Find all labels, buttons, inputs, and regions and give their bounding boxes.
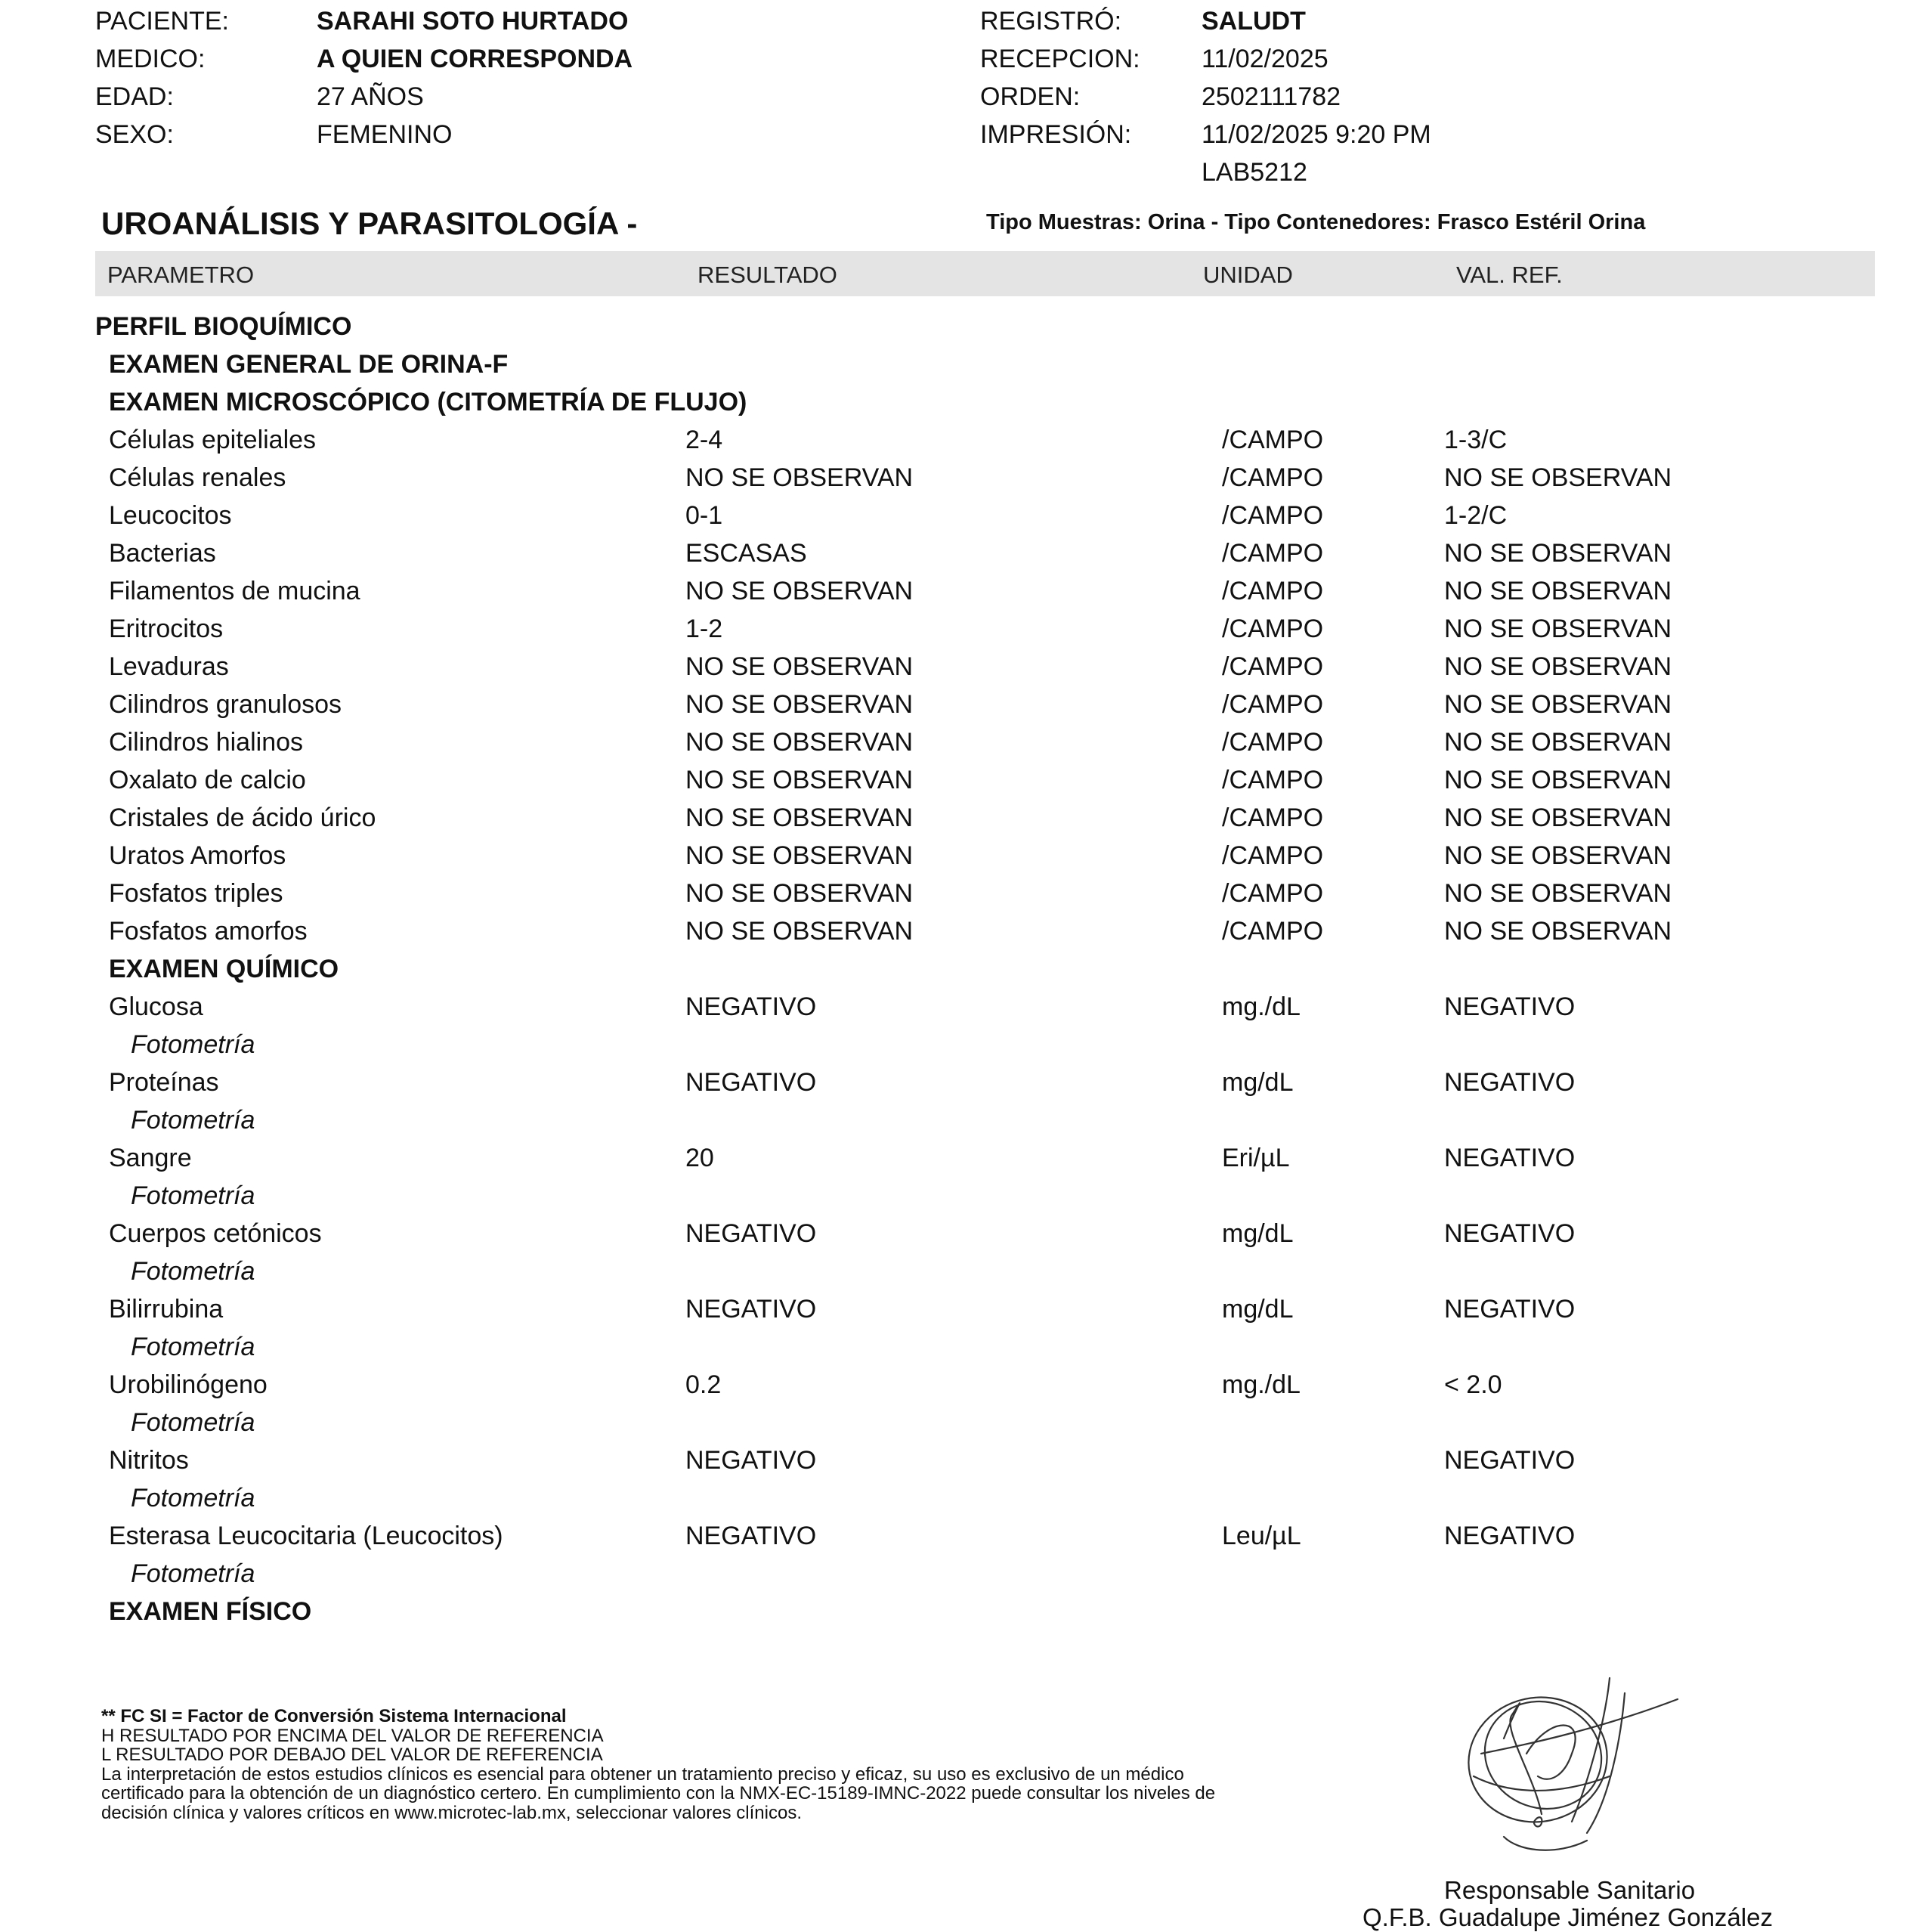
result-value: NO SE OBSERVAN [685, 652, 914, 681]
unit-value: /CAMPO [1222, 728, 1324, 757]
method-row [0, 1101, 1927, 1139]
table-row [0, 459, 1927, 497]
method-row [0, 1404, 1927, 1441]
table-row [0, 761, 1927, 799]
table-row [0, 988, 1927, 1026]
section-title: EXAMEN QUÍMICO [109, 955, 339, 983]
result-value: NO SE OBSERVAN [685, 728, 914, 757]
reference-value: NO SE OBSERVAN [1444, 841, 1672, 870]
parameter-name: Células renales [109, 463, 286, 492]
method-row [0, 1328, 1927, 1366]
reference-value: NEGATIVO [1444, 1446, 1576, 1475]
label-paciente: PACIENTE: [95, 7, 229, 36]
patient-name: SARAHI SOTO HURTADO [317, 7, 629, 36]
result-value: 0.2 [685, 1370, 722, 1399]
unit-value: /CAMPO [1222, 539, 1324, 568]
parameter-name: Fosfatos triples [109, 879, 283, 908]
label-registro: REGISTRÓ: [980, 7, 1122, 36]
reference-value: NO SE OBSERVAN [1444, 728, 1672, 757]
result-value: 20 [685, 1144, 714, 1172]
header-parametro: PARAMETRO [107, 262, 255, 288]
result-value: 2-4 [685, 426, 723, 454]
lab-code: LAB5212 [1202, 158, 1307, 187]
reception-date: 11/02/2025 [1202, 45, 1328, 73]
unit-value: /CAMPO [1222, 803, 1324, 832]
parameter-name: Bilirrubina [109, 1295, 224, 1324]
parameter-name: Uratos Amorfos [109, 841, 286, 870]
table-row [0, 723, 1927, 761]
parameter-name: Urobilinógeno [109, 1370, 268, 1399]
sample-info: Tipo Muestras: Orina - Tipo Contenedores: Frasco Estéril Orina [986, 210, 1646, 234]
reference-value: < 2.0 [1444, 1370, 1502, 1399]
result-value: NO SE OBSERVAN [685, 917, 914, 946]
section-heading [0, 950, 1927, 988]
footer-line: H RESULTADO POR ENCIMA DEL VALOR DE REFERENCIA [101, 1725, 604, 1746]
reference-value: NO SE OBSERVAN [1444, 539, 1672, 568]
parameter-name: Eritrocitos [109, 615, 224, 643]
reference-value: NO SE OBSERVAN [1444, 917, 1672, 946]
parameter-name: Fosfatos amorfos [109, 917, 308, 946]
label-orden: ORDEN: [980, 82, 1081, 111]
header-val-ref: VAL. REF. [1456, 262, 1563, 288]
doctor-name: A QUIEN CORRESPONDA [317, 45, 633, 73]
section-title: PERFIL BIOQUÍMICO [95, 312, 352, 341]
report-title: UROANÁLISIS Y PARASITOLOGÍA - [101, 206, 638, 241]
reference-value: NO SE OBSERVAN [1444, 803, 1672, 832]
footer-line: decisión clínica y valores críticos en www.microtec-lab.mx, seleccionar valores clínicos. [101, 1802, 802, 1823]
label-recepcion: RECEPCION: [980, 45, 1140, 73]
parameter-name: Glucosa [109, 992, 203, 1021]
unit-value: /CAMPO [1222, 615, 1324, 643]
table-row [0, 799, 1927, 837]
result-value: ESCASAS [685, 539, 807, 568]
parameter-name: Oxalato de calcio [109, 766, 306, 794]
signature-role: Responsable Sanitario [1444, 1876, 1696, 1904]
signature-name: Q.F.B. Guadalupe Jiménez González [1363, 1903, 1773, 1931]
table-row [0, 572, 1927, 610]
table-row [0, 1290, 1927, 1328]
table-row [0, 421, 1927, 459]
table-header [95, 251, 1875, 296]
table-row [0, 1441, 1927, 1479]
unit-value: /CAMPO [1222, 501, 1324, 530]
result-value: NEGATIVO [685, 1068, 817, 1097]
table-row [0, 1366, 1927, 1404]
method-row [0, 1479, 1927, 1517]
reference-value: NEGATIVO [1444, 1144, 1576, 1172]
result-value: NO SE OBSERVAN [685, 803, 914, 832]
parameter-name: Proteínas [109, 1068, 219, 1097]
result-value: NO SE OBSERVAN [685, 690, 914, 719]
result-value: NO SE OBSERVAN [685, 766, 914, 794]
unit-value: /CAMPO [1222, 577, 1324, 605]
method-label: Fotometría [131, 1106, 255, 1135]
table-row [0, 912, 1927, 950]
method-label: Fotometría [131, 1484, 255, 1512]
unit-value: /CAMPO [1222, 917, 1324, 946]
parameter-name: Esterasa Leucocitaria (Leucocitos) [109, 1522, 503, 1550]
method-label: Fotometría [131, 1559, 255, 1588]
parameter-name: Leucocitos [109, 501, 232, 530]
section-heading [0, 383, 1927, 421]
table-row [0, 497, 1927, 534]
section-title: EXAMEN MICROSCÓPICO (CITOMETRÍA DE FLUJO) [109, 388, 747, 416]
parameter-name: Cilindros hialinos [109, 728, 304, 757]
reference-value: 1-2/C [1444, 501, 1508, 530]
unit-value: Leu/µL [1222, 1522, 1301, 1550]
header-unidad: UNIDAD [1203, 262, 1293, 288]
reference-value: NEGATIVO [1444, 992, 1576, 1021]
parameter-name: Levaduras [109, 652, 229, 681]
table-row [0, 686, 1927, 723]
method-label: Fotometría [131, 1181, 255, 1210]
section-title: EXAMEN FÍSICO [109, 1597, 312, 1626]
result-value: NEGATIVO [685, 1446, 817, 1475]
table-row [0, 534, 1927, 572]
table-row [0, 648, 1927, 686]
result-value: NEGATIVO [685, 992, 817, 1021]
parameter-name: Cilindros granulosos [109, 690, 342, 719]
unit-value: mg/dL [1222, 1219, 1294, 1248]
unit-value: mg./dL [1222, 992, 1301, 1021]
unit-value: /CAMPO [1222, 463, 1324, 492]
footer-line: La interpretación de estos estudios clínicos es esencial para obtener un tratamiento preciso y eficaz, su uso es exclusivo de un médico [101, 1763, 1184, 1785]
method-label: Fotometría [131, 1257, 255, 1286]
result-value: NEGATIVO [685, 1295, 817, 1324]
unit-value: /CAMPO [1222, 426, 1324, 454]
parameter-name: Filamentos de mucina [109, 577, 360, 605]
method-label: Fotometría [131, 1408, 255, 1437]
reference-value: 1-3/C [1444, 426, 1508, 454]
parameter-name: Cristales de ácido úrico [109, 803, 376, 832]
method-row [0, 1177, 1927, 1215]
reference-value: NO SE OBSERVAN [1444, 577, 1672, 605]
label-sexo: SEXO: [95, 120, 174, 149]
reference-value: NO SE OBSERVAN [1444, 766, 1672, 794]
section-heading [0, 345, 1927, 383]
reference-value: NO SE OBSERVAN [1444, 463, 1672, 492]
method-label: Fotometría [131, 1030, 255, 1059]
result-value: 0-1 [685, 501, 723, 530]
print-date: 11/02/2025 9:20 PM [1202, 120, 1431, 149]
reference-value: NEGATIVO [1444, 1219, 1576, 1248]
reference-value: NEGATIVO [1444, 1522, 1576, 1550]
footer-line: certificado para la obtención de un diagnóstico certero. En cumplimiento con la NMX-EC-15189-IMNC-2022 puede consultar los niveles de [101, 1783, 1216, 1804]
parameter-name: Cuerpos cetónicos [109, 1219, 322, 1248]
section-heading [0, 1593, 1927, 1630]
patient-age: 27 AÑOS [317, 82, 424, 111]
unit-value: /CAMPO [1222, 841, 1324, 870]
method-row [0, 1252, 1927, 1290]
footer-line: L RESULTADO POR DEBAJO DEL VALOR DE REFERENCIA [101, 1745, 603, 1765]
result-value: NEGATIVO [685, 1219, 817, 1248]
label-impresion: IMPRESIÓN: [980, 120, 1132, 149]
unit-value: mg/dL [1222, 1295, 1294, 1324]
result-value: 1-2 [685, 615, 723, 643]
method-label: Fotometría [131, 1333, 255, 1361]
result-value: NO SE OBSERVAN [685, 879, 914, 908]
parameter-name: Nitritos [109, 1446, 189, 1475]
order-number: 2502111782 [1202, 82, 1341, 111]
result-value: NO SE OBSERVAN [685, 463, 914, 492]
table-row [0, 1215, 1927, 1252]
reference-value: NO SE OBSERVAN [1444, 615, 1672, 643]
table-row [0, 1139, 1927, 1177]
patient-sex: FEMENINO [317, 120, 453, 149]
registered-by: SALUDT [1202, 7, 1306, 36]
unit-value: /CAMPO [1222, 652, 1324, 681]
result-value: NO SE OBSERVAN [685, 577, 914, 605]
parameter-name: Células epiteliales [109, 426, 317, 454]
section-heading [0, 308, 1927, 345]
reference-value: NO SE OBSERVAN [1444, 879, 1672, 908]
footer-notes [101, 1707, 1215, 1822]
unit-value: /CAMPO [1222, 690, 1324, 719]
label-edad: EDAD: [95, 82, 174, 111]
label-medico: MEDICO: [95, 45, 206, 73]
signature-image [1458, 1670, 1693, 1859]
reference-value: NEGATIVO [1444, 1295, 1576, 1324]
reference-value: NO SE OBSERVAN [1444, 652, 1672, 681]
table-row [0, 837, 1927, 875]
reference-value: NEGATIVO [1444, 1068, 1576, 1097]
header-resultado: RESULTADO [697, 262, 837, 288]
footer-note-fc: ** FC SI = Factor de Conversión Sistema Internacional [101, 1706, 567, 1726]
unit-value: /CAMPO [1222, 879, 1324, 908]
result-value: NEGATIVO [685, 1522, 817, 1550]
result-value: NO SE OBSERVAN [685, 841, 914, 870]
table-row [0, 1517, 1927, 1555]
parameter-name: Bacterias [109, 539, 216, 568]
unit-value: mg/dL [1222, 1068, 1294, 1097]
table-row [0, 610, 1927, 648]
table-row [0, 1064, 1927, 1101]
unit-value: Eri/µL [1222, 1144, 1290, 1172]
section-title: EXAMEN GENERAL DE ORINA-F [109, 350, 509, 379]
reference-value: NO SE OBSERVAN [1444, 690, 1672, 719]
parameter-name: Sangre [109, 1144, 192, 1172]
method-row [0, 1026, 1927, 1064]
table-row [0, 875, 1927, 912]
unit-value: mg./dL [1222, 1370, 1301, 1399]
unit-value: /CAMPO [1222, 766, 1324, 794]
method-row [0, 1555, 1927, 1593]
